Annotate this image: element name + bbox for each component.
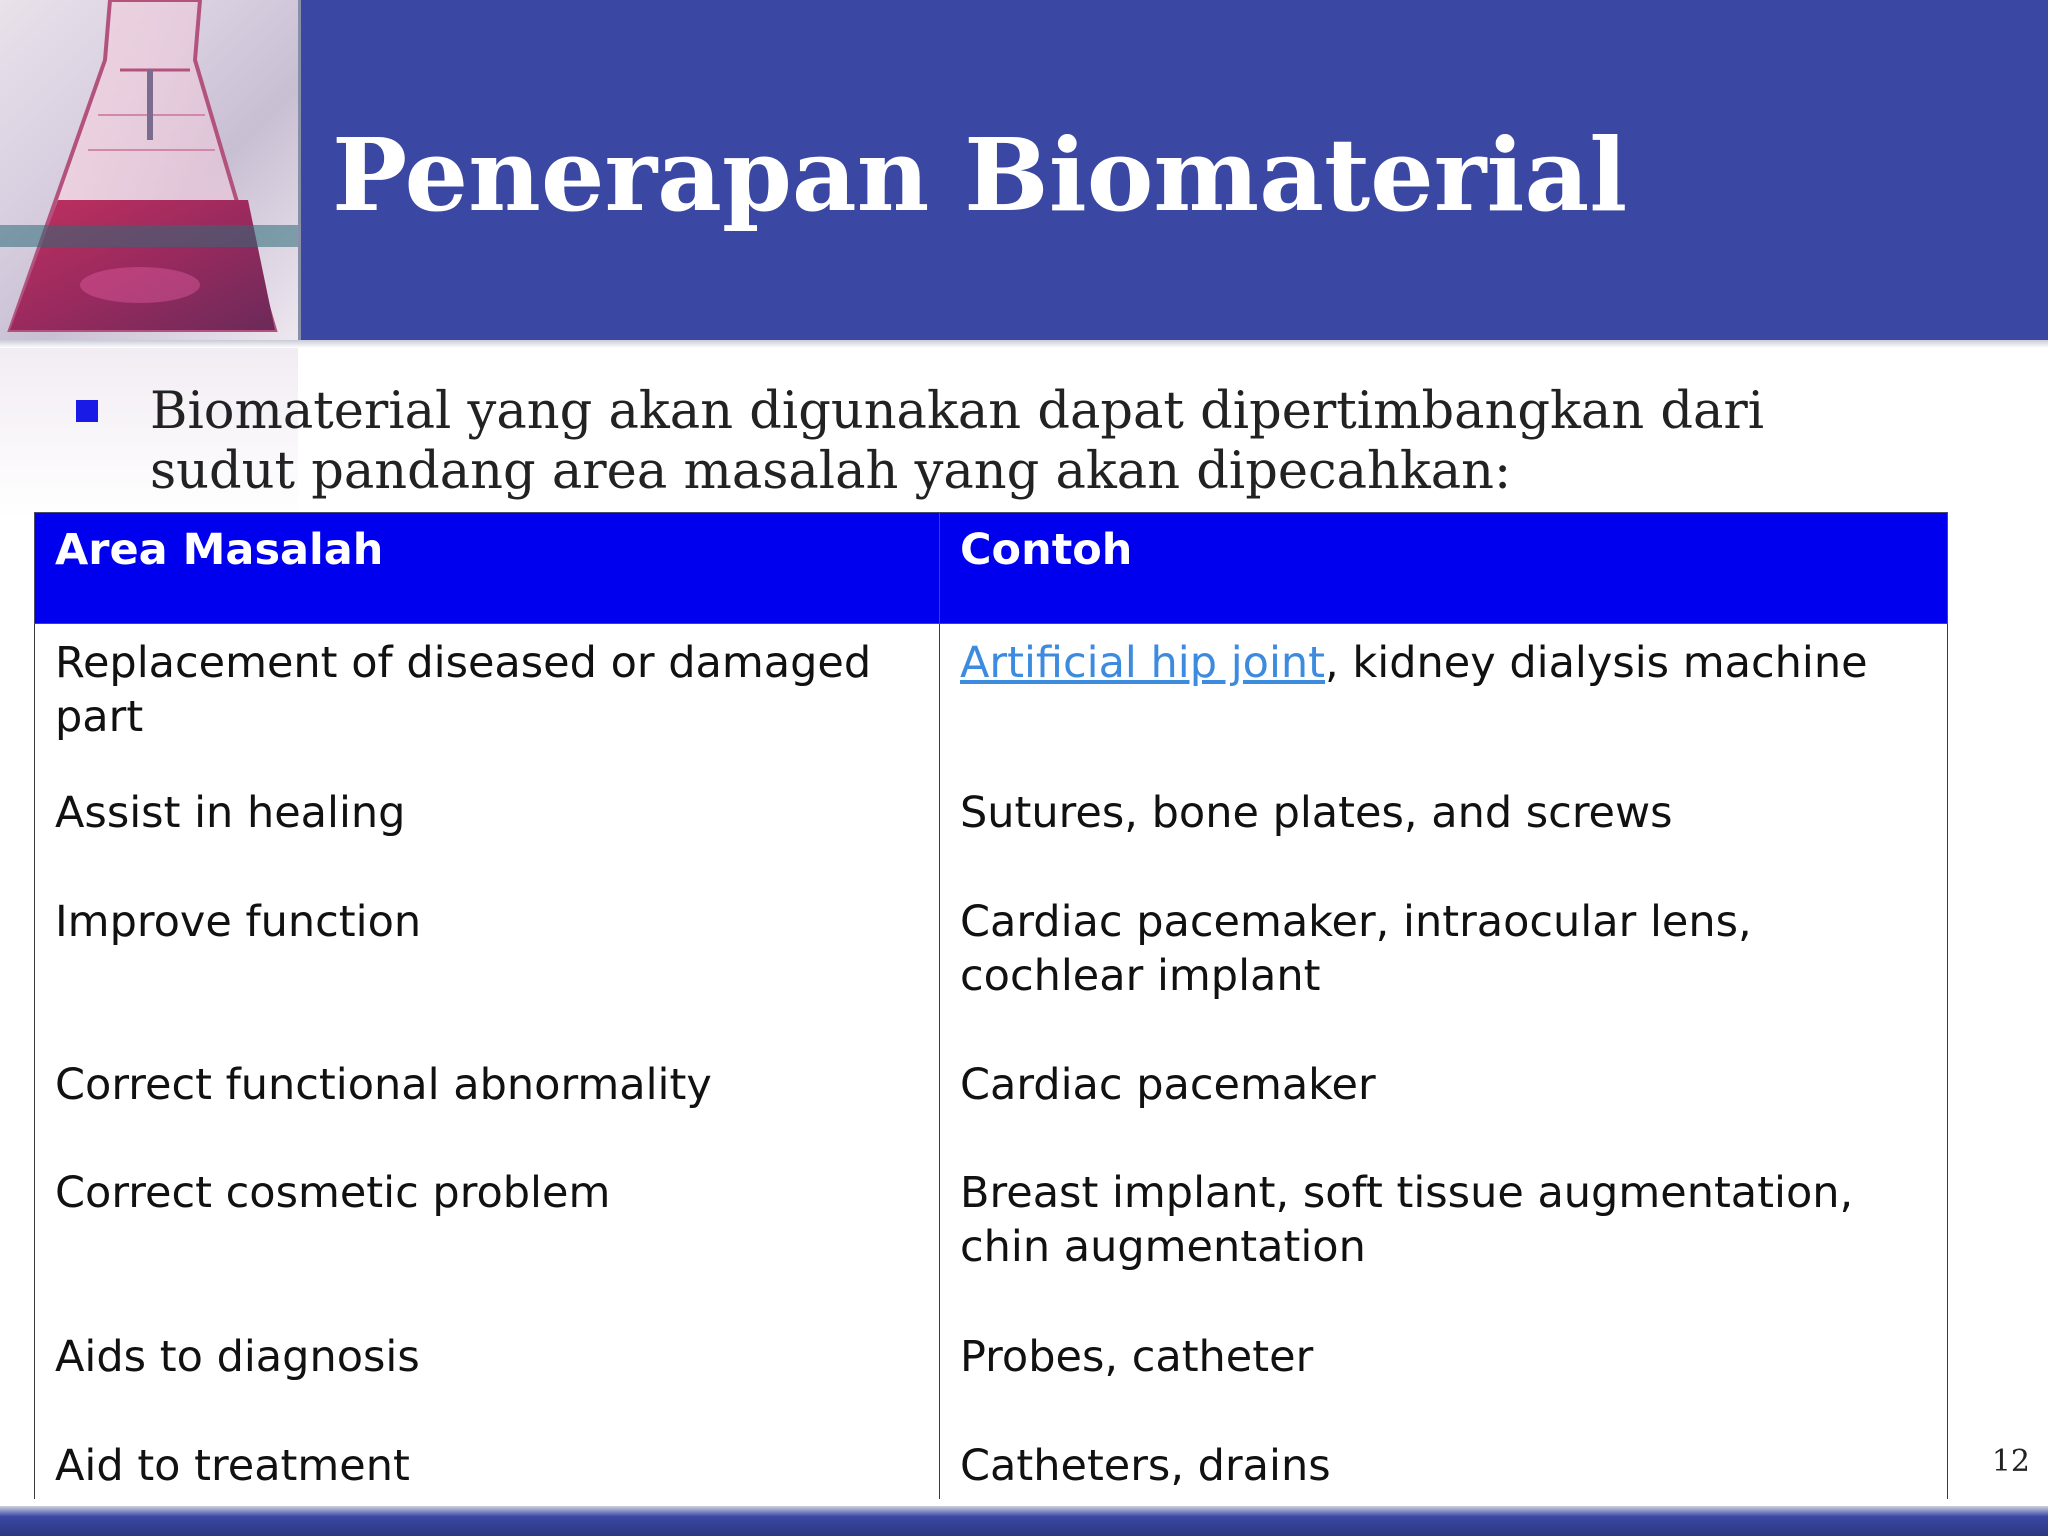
example-cell: Cardiac pacemaker xyxy=(940,1058,1948,1166)
header-contoh: Contoh xyxy=(940,513,1948,624)
artificial-hip-joint-link[interactable]: Artificial hip joint xyxy=(960,638,1326,688)
example-cell: Probes, catheter xyxy=(940,1330,1948,1439)
area-cell: Replacement of diseased or damaged part xyxy=(35,624,940,786)
table-row xyxy=(35,1439,1948,1499)
table-header-row xyxy=(35,513,1948,624)
title-band-shadow xyxy=(0,340,2048,348)
area-cell: Aid to treatment xyxy=(35,1439,940,1499)
bullet-text: Biomaterial yang akan digunakan dapat dipertimbangkan dari sudut pandang area masalah yang akan dipecahkan: xyxy=(150,382,1765,501)
table-row xyxy=(35,1166,1948,1330)
table-row xyxy=(35,786,1948,895)
square-bullet-icon xyxy=(76,400,98,422)
example-cell: Catheters, drains xyxy=(940,1439,1948,1499)
area-cell: Aids to diagnosis xyxy=(35,1330,940,1439)
table-row xyxy=(35,895,1948,1058)
area-cell: Improve function xyxy=(35,895,940,1058)
area-cell: Correct functional abnormality xyxy=(35,1058,940,1166)
example-cell xyxy=(940,624,1948,786)
example-cell: Breast implant, soft tissue augmentation, chin augmentation xyxy=(940,1166,1948,1330)
header-area-masalah: Area Masalah xyxy=(35,513,940,624)
table-row xyxy=(35,1330,1948,1439)
footer-bar xyxy=(0,1506,2048,1536)
example-cell: Cardiac pacemaker, intraocular lens, cochlear implant xyxy=(940,895,1948,1058)
area-cell: Assist in healing xyxy=(35,786,940,895)
table-row xyxy=(35,1058,1948,1166)
page-title: Penerapan Biomaterial xyxy=(332,116,1628,234)
example-text: , kidney dialysis machine xyxy=(1325,638,1868,688)
table-row xyxy=(35,624,1948,786)
applications-table xyxy=(34,512,1948,1499)
example-cell: Sutures, bone plates, and screws xyxy=(940,786,1948,895)
page-number: 12 xyxy=(1991,1444,2030,1479)
flask-photo-icon xyxy=(0,0,301,340)
area-cell: Correct cosmetic problem xyxy=(35,1166,940,1330)
